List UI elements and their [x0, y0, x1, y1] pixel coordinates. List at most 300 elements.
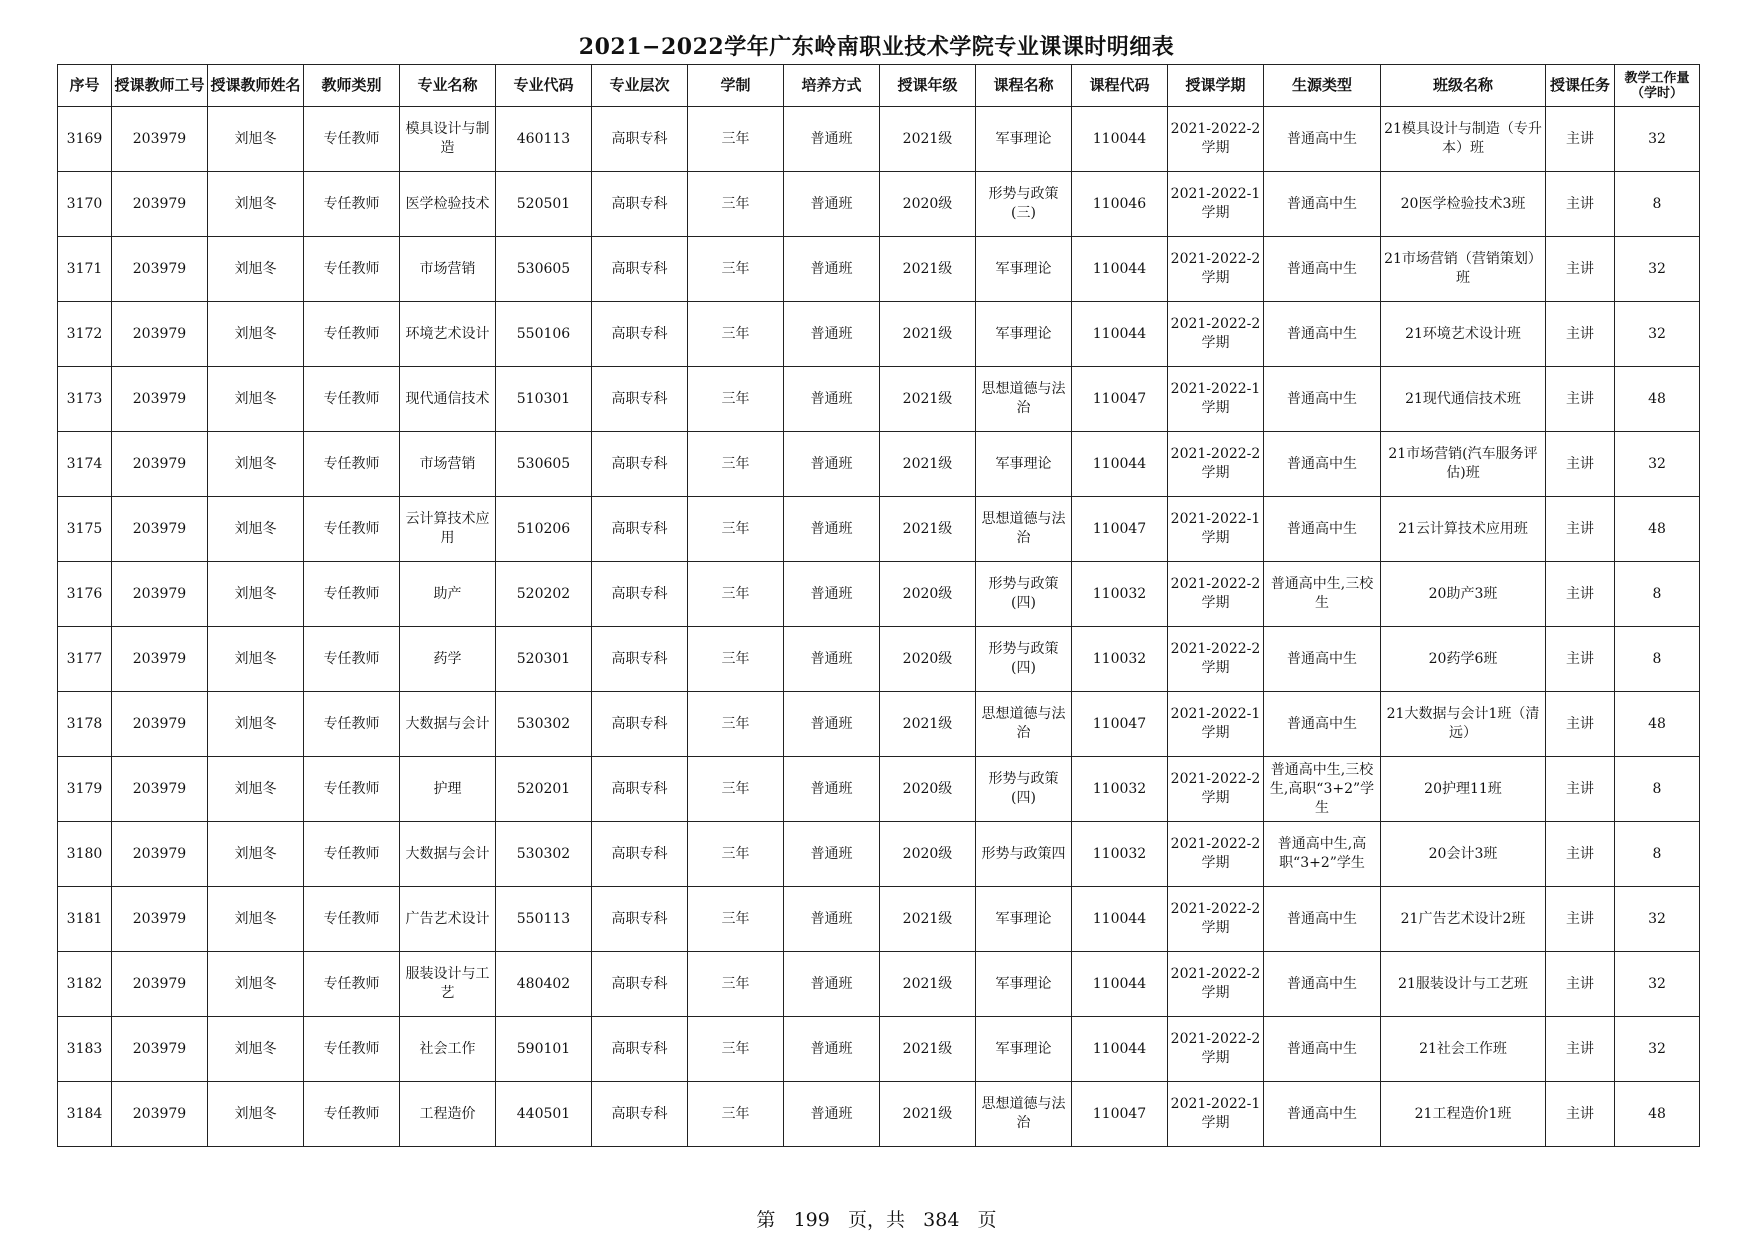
table-cell: 2021-2022-2学期	[1168, 432, 1264, 497]
table-cell: 20护理11班	[1381, 757, 1546, 822]
table-cell: 普通班	[784, 887, 880, 952]
column-header: 授课学期	[1168, 65, 1264, 107]
table-cell: 三年	[688, 237, 784, 302]
table-cell: 普通班	[784, 627, 880, 692]
table-cell: 32	[1615, 887, 1700, 952]
table-cell: 110044	[1072, 432, 1168, 497]
table-cell: 550106	[496, 302, 592, 367]
table-cell: 专任教师	[304, 172, 400, 237]
table-cell: 510301	[496, 367, 592, 432]
table-cell: 药学	[400, 627, 496, 692]
table-cell: 三年	[688, 432, 784, 497]
table-cell: 思想道德与法治	[976, 497, 1072, 562]
table-cell: 2020级	[880, 172, 976, 237]
table-cell: 刘旭冬	[208, 692, 304, 757]
table-cell: 普通班	[784, 497, 880, 562]
table-cell: 48	[1615, 692, 1700, 757]
table-cell: 3173	[58, 367, 112, 432]
table-cell: 203979	[112, 692, 208, 757]
table-cell: 520501	[496, 172, 592, 237]
table-cell: 2021-2022-2学期	[1168, 562, 1264, 627]
footer-current-page: 199	[793, 1209, 830, 1231]
column-header: 班级名称	[1381, 65, 1546, 107]
table-cell: 3179	[58, 757, 112, 822]
table-cell: 刘旭冬	[208, 822, 304, 887]
table-cell: 大数据与会计	[400, 822, 496, 887]
table-cell: 3172	[58, 302, 112, 367]
table-cell: 2021级	[880, 692, 976, 757]
table-row	[58, 302, 1700, 367]
column-header: 培养方式	[784, 65, 880, 107]
table-cell: 32	[1615, 107, 1700, 172]
table-cell: 110047	[1072, 367, 1168, 432]
table-cell: 2021级	[880, 107, 976, 172]
table-cell: 军事理论	[976, 107, 1072, 172]
table-cell: 三年	[688, 887, 784, 952]
table-row	[58, 887, 1700, 952]
table-cell: 520201	[496, 757, 592, 822]
table-cell: 高职专科	[592, 107, 688, 172]
table-cell: 20助产3班	[1381, 562, 1546, 627]
table-cell: 普通班	[784, 1082, 880, 1147]
table-cell: 刘旭冬	[208, 1017, 304, 1082]
table-cell: 军事理论	[976, 952, 1072, 1017]
table-cell: 普通高中生	[1264, 1017, 1381, 1082]
table-cell: 大数据与会计	[400, 692, 496, 757]
table-cell: 48	[1615, 497, 1700, 562]
table-cell: 普通班	[784, 1017, 880, 1082]
table-cell: 高职专科	[592, 562, 688, 627]
column-header: 学制	[688, 65, 784, 107]
table-cell: 刘旭冬	[208, 887, 304, 952]
table-cell: 110032	[1072, 562, 1168, 627]
table-cell: 普通高中生	[1264, 1082, 1381, 1147]
table-cell: 专任教师	[304, 497, 400, 562]
table-cell: 刘旭冬	[208, 237, 304, 302]
table-cell: 刘旭冬	[208, 562, 304, 627]
table-cell: 军事理论	[976, 302, 1072, 367]
table-cell: 主讲	[1546, 107, 1615, 172]
table-cell: 110044	[1072, 237, 1168, 302]
table-cell: 普通班	[784, 562, 880, 627]
table-cell: 203979	[112, 757, 208, 822]
table-cell: 110047	[1072, 692, 1168, 757]
table-row	[58, 952, 1700, 1017]
table-cell: 高职专科	[592, 367, 688, 432]
column-header: 授课教师工号	[112, 65, 208, 107]
table-cell: 刘旭冬	[208, 302, 304, 367]
table-cell: 高职专科	[592, 822, 688, 887]
table-cell: 2021-2022-2学期	[1168, 757, 1264, 822]
table-cell: 2021-2022-1学期	[1168, 497, 1264, 562]
table-cell: 203979	[112, 172, 208, 237]
table-cell: 32	[1615, 302, 1700, 367]
table-cell: 高职专科	[592, 1082, 688, 1147]
table-cell: 520301	[496, 627, 592, 692]
table-cell: 市场营销	[400, 432, 496, 497]
table-cell: 480402	[496, 952, 592, 1017]
table-cell: 203979	[112, 627, 208, 692]
table-cell: 刘旭冬	[208, 107, 304, 172]
table-cell: 广告艺术设计	[400, 887, 496, 952]
table-cell: 203979	[112, 107, 208, 172]
table-row	[58, 692, 1700, 757]
table-cell: 普通高中生	[1264, 952, 1381, 1017]
table-cell: 三年	[688, 562, 784, 627]
table-cell: 刘旭冬	[208, 432, 304, 497]
table-cell: 主讲	[1546, 562, 1615, 627]
table-cell: 普通高中生	[1264, 107, 1381, 172]
table-cell: 主讲	[1546, 822, 1615, 887]
column-header: 生源类型	[1264, 65, 1381, 107]
table-cell: 32	[1615, 952, 1700, 1017]
table-cell: 21模具设计与制造（专升本）班	[1381, 107, 1546, 172]
table-cell: 20会计3班	[1381, 822, 1546, 887]
table-cell: 三年	[688, 497, 784, 562]
table-cell: 普通班	[784, 432, 880, 497]
column-header: 授课教师姓名	[208, 65, 304, 107]
table-cell: 专任教师	[304, 237, 400, 302]
table-cell: 专任教师	[304, 887, 400, 952]
table-cell: 服装设计与工艺	[400, 952, 496, 1017]
table-cell: 110044	[1072, 887, 1168, 952]
course-hours-table	[57, 64, 1700, 1147]
table-row	[58, 822, 1700, 887]
table-cell: 市场营销	[400, 237, 496, 302]
table-row	[58, 237, 1700, 302]
table-cell: 三年	[688, 952, 784, 1017]
column-header: 专业代码	[496, 65, 592, 107]
table-cell: 专任教师	[304, 952, 400, 1017]
table-cell: 2021级	[880, 887, 976, 952]
table-cell: 形势与政策(四)	[976, 627, 1072, 692]
table-cell: 110032	[1072, 822, 1168, 887]
table-cell: 2021级	[880, 497, 976, 562]
table-cell: 主讲	[1546, 432, 1615, 497]
table-cell: 8	[1615, 757, 1700, 822]
table-cell: 主讲	[1546, 887, 1615, 952]
table-cell: 8	[1615, 562, 1700, 627]
table-cell: 110044	[1072, 1017, 1168, 1082]
table-cell: 110047	[1072, 497, 1168, 562]
table-cell: 3169	[58, 107, 112, 172]
table-row	[58, 1017, 1700, 1082]
table-cell: 普通班	[784, 237, 880, 302]
table-cell: 工程造价	[400, 1082, 496, 1147]
table-cell: 高职专科	[592, 1017, 688, 1082]
table-cell: 2020级	[880, 822, 976, 887]
table-cell: 社会工作	[400, 1017, 496, 1082]
table-cell: 2021-2022-2学期	[1168, 302, 1264, 367]
table-cell: 普通班	[784, 172, 880, 237]
table-cell: 主讲	[1546, 367, 1615, 432]
table-cell: 专任教师	[304, 627, 400, 692]
column-header: 专业名称	[400, 65, 496, 107]
table-cell: 普通班	[784, 692, 880, 757]
table-row	[58, 627, 1700, 692]
table-cell: 主讲	[1546, 757, 1615, 822]
table-cell: 203979	[112, 432, 208, 497]
column-header: 授课任务	[1546, 65, 1615, 107]
table-cell: 军事理论	[976, 237, 1072, 302]
table-cell: 刘旭冬	[208, 757, 304, 822]
table-cell: 三年	[688, 692, 784, 757]
table-cell: 普通高中生,高职“3+2”学生	[1264, 822, 1381, 887]
table-cell: 203979	[112, 887, 208, 952]
table-cell: 2021级	[880, 1017, 976, 1082]
table-cell: 三年	[688, 627, 784, 692]
table-cell: 环境艺术设计	[400, 302, 496, 367]
table-row	[58, 367, 1700, 432]
table-cell: 普通高中生	[1264, 432, 1381, 497]
table-cell: 21市场营销（营销策划）班	[1381, 237, 1546, 302]
table-cell: 专任教师	[304, 302, 400, 367]
table-cell: 医学检验技术	[400, 172, 496, 237]
table-cell: 专任教师	[304, 107, 400, 172]
table-cell: 21现代通信技术班	[1381, 367, 1546, 432]
table-cell: 刘旭冬	[208, 172, 304, 237]
table-cell: 专任教师	[304, 367, 400, 432]
table-cell: 主讲	[1546, 627, 1615, 692]
table-cell: 主讲	[1546, 952, 1615, 1017]
table-cell: 2021级	[880, 1082, 976, 1147]
table-cell: 110047	[1072, 1082, 1168, 1147]
table-cell: 现代通信技术	[400, 367, 496, 432]
page-footer	[0, 1205, 1753, 1232]
table-cell: 3170	[58, 172, 112, 237]
table-cell: 专任教师	[304, 1082, 400, 1147]
table-cell: 48	[1615, 1082, 1700, 1147]
table-cell: 203979	[112, 822, 208, 887]
table-cell: 2021级	[880, 952, 976, 1017]
table-cell: 军事理论	[976, 1017, 1072, 1082]
table-cell: 2021-2022-2学期	[1168, 107, 1264, 172]
table-cell: 530302	[496, 692, 592, 757]
table-row	[58, 172, 1700, 237]
table-cell: 3182	[58, 952, 112, 1017]
table-cell: 110032	[1072, 627, 1168, 692]
table-cell: 主讲	[1546, 1082, 1615, 1147]
table-cell: 普通班	[784, 302, 880, 367]
table-cell: 440501	[496, 1082, 592, 1147]
table-cell: 专任教师	[304, 1017, 400, 1082]
table-cell: 203979	[112, 952, 208, 1017]
footer-suffix: 页	[977, 1209, 997, 1231]
table-cell: 48	[1615, 367, 1700, 432]
table-cell: 3184	[58, 1082, 112, 1147]
column-header: 教学工作量（学时）	[1615, 65, 1700, 107]
table-cell: 主讲	[1546, 302, 1615, 367]
column-header: 课程代码	[1072, 65, 1168, 107]
table-cell: 主讲	[1546, 497, 1615, 562]
table-cell: 2021-2022-1学期	[1168, 1082, 1264, 1147]
table-cell: 3177	[58, 627, 112, 692]
column-header: 序号	[58, 65, 112, 107]
table-row	[58, 107, 1700, 172]
table-cell: 2021级	[880, 302, 976, 367]
table-row	[58, 1082, 1700, 1147]
table-row	[58, 432, 1700, 497]
table-cell: 专任教师	[304, 432, 400, 497]
table-cell: 刘旭冬	[208, 497, 304, 562]
column-header: 授课年级	[880, 65, 976, 107]
table-cell: 2020级	[880, 627, 976, 692]
table-cell: 110044	[1072, 952, 1168, 1017]
table-cell: 普通高中生	[1264, 692, 1381, 757]
table-cell: 530302	[496, 822, 592, 887]
table-cell: 形势与政策(三)	[976, 172, 1072, 237]
table-cell: 思想道德与法治	[976, 367, 1072, 432]
table-cell: 21广告艺术设计2班	[1381, 887, 1546, 952]
table-cell: 203979	[112, 237, 208, 302]
table-cell: 高职专科	[592, 497, 688, 562]
table-cell: 203979	[112, 302, 208, 367]
table-cell: 三年	[688, 302, 784, 367]
table-cell: 203979	[112, 1082, 208, 1147]
table-cell: 8	[1615, 172, 1700, 237]
table-cell: 高职专科	[592, 692, 688, 757]
table-cell: 3181	[58, 887, 112, 952]
table-body	[58, 107, 1700, 1147]
table-cell: 高职专科	[592, 952, 688, 1017]
table-cell: 三年	[688, 172, 784, 237]
page-title: 2021−2022学年广东岭南职业技术学院专业课课时明细表	[578, 34, 1175, 60]
table-cell: 普通高中生	[1264, 887, 1381, 952]
table-cell: 刘旭冬	[208, 1082, 304, 1147]
table-cell: 32	[1615, 237, 1700, 302]
table-cell: 模具设计与制造	[400, 107, 496, 172]
table-cell: 590101	[496, 1017, 592, 1082]
table-header-row	[58, 65, 1700, 107]
table-cell: 专任教师	[304, 692, 400, 757]
table-cell: 20医学检验技术3班	[1381, 172, 1546, 237]
table-cell: 高职专科	[592, 237, 688, 302]
table-cell: 三年	[688, 757, 784, 822]
table-cell: 普通班	[784, 367, 880, 432]
table-cell: 助产	[400, 562, 496, 627]
table-cell: 21社会工作班	[1381, 1017, 1546, 1082]
table-cell: 32	[1615, 1017, 1700, 1082]
table-cell: 21环境艺术设计班	[1381, 302, 1546, 367]
table-cell: 3178	[58, 692, 112, 757]
table-cell: 2021-2022-1学期	[1168, 367, 1264, 432]
table-cell: 530605	[496, 432, 592, 497]
table-cell: 110046	[1072, 172, 1168, 237]
table-cell: 普通高中生	[1264, 302, 1381, 367]
table-cell: 高职专科	[592, 172, 688, 237]
table-cell: 普通高中生	[1264, 497, 1381, 562]
table-cell: 460113	[496, 107, 592, 172]
table-cell: 普通高中生	[1264, 367, 1381, 432]
table-row	[58, 497, 1700, 562]
table-cell: 普通高中生	[1264, 627, 1381, 692]
table-cell: 三年	[688, 1082, 784, 1147]
table-cell: 普通高中生	[1264, 237, 1381, 302]
table-cell: 3183	[58, 1017, 112, 1082]
table-cell: 110044	[1072, 107, 1168, 172]
table-cell: 2021级	[880, 432, 976, 497]
table-cell: 高职专科	[592, 627, 688, 692]
table-cell: 专任教师	[304, 822, 400, 887]
table-cell: 2021-2022-1学期	[1168, 692, 1264, 757]
table-cell: 护理	[400, 757, 496, 822]
footer-total-pages: 384	[923, 1209, 960, 1231]
table-cell: 203979	[112, 367, 208, 432]
table-cell: 刘旭冬	[208, 952, 304, 1017]
column-header: 专业层次	[592, 65, 688, 107]
table-cell: 三年	[688, 367, 784, 432]
table-cell: 普通班	[784, 822, 880, 887]
table-cell: 510206	[496, 497, 592, 562]
table-cell: 203979	[112, 497, 208, 562]
table-cell: 8	[1615, 822, 1700, 887]
footer-middle: 页，共	[847, 1209, 905, 1231]
table-cell: 普通高中生,三校生,高职“3+2”学生	[1264, 757, 1381, 822]
table-row	[58, 562, 1700, 627]
table-cell: 3176	[58, 562, 112, 627]
table-cell: 专任教师	[304, 757, 400, 822]
table-cell: 普通班	[784, 757, 880, 822]
table-cell: 形势与政策四	[976, 822, 1072, 887]
table-cell: 2021-2022-1学期	[1168, 172, 1264, 237]
table-cell: 高职专科	[592, 432, 688, 497]
table-cell: 2020级	[880, 562, 976, 627]
table-cell: 高职专科	[592, 887, 688, 952]
table-cell: 刘旭冬	[208, 367, 304, 432]
table-cell: 主讲	[1546, 1017, 1615, 1082]
table-cell: 主讲	[1546, 172, 1615, 237]
table-cell: 520202	[496, 562, 592, 627]
table-cell: 三年	[688, 107, 784, 172]
table-cell: 110044	[1072, 302, 1168, 367]
table-cell: 8	[1615, 627, 1700, 692]
table-cell: 三年	[688, 822, 784, 887]
table-cell: 3180	[58, 822, 112, 887]
table-cell: 思想道德与法治	[976, 1082, 1072, 1147]
table-cell: 21云计算技术应用班	[1381, 497, 1546, 562]
table-cell: 21市场营销(汽车服务评估)班	[1381, 432, 1546, 497]
table-cell: 2020级	[880, 757, 976, 822]
table-cell: 110032	[1072, 757, 1168, 822]
table-row	[58, 757, 1700, 822]
table-cell: 三年	[688, 1017, 784, 1082]
table-cell: 形势与政策(四)	[976, 757, 1072, 822]
table-cell: 2021级	[880, 367, 976, 432]
table-cell: 高职专科	[592, 757, 688, 822]
table-cell: 550113	[496, 887, 592, 952]
table-cell: 普通班	[784, 952, 880, 1017]
table-cell: 普通高中生,三校生	[1264, 562, 1381, 627]
table-cell: 3171	[58, 237, 112, 302]
table-cell: 2021-2022-2学期	[1168, 237, 1264, 302]
table-cell: 2021-2022-2学期	[1168, 1017, 1264, 1082]
table-cell: 32	[1615, 432, 1700, 497]
table-cell: 思想道德与法治	[976, 692, 1072, 757]
table-cell: 主讲	[1546, 692, 1615, 757]
table-cell: 2021-2022-2学期	[1168, 627, 1264, 692]
table-cell: 2021级	[880, 237, 976, 302]
table-cell: 21工程造价1班	[1381, 1082, 1546, 1147]
table-cell: 高职专科	[592, 302, 688, 367]
column-header: 课程名称	[976, 65, 1072, 107]
table-cell: 军事理论	[976, 432, 1072, 497]
table-cell: 3175	[58, 497, 112, 562]
table-cell: 203979	[112, 562, 208, 627]
table-cell: 2021-2022-2学期	[1168, 822, 1264, 887]
table-cell: 2021-2022-2学期	[1168, 887, 1264, 952]
table-cell: 20药学6班	[1381, 627, 1546, 692]
table-cell: 普通班	[784, 107, 880, 172]
